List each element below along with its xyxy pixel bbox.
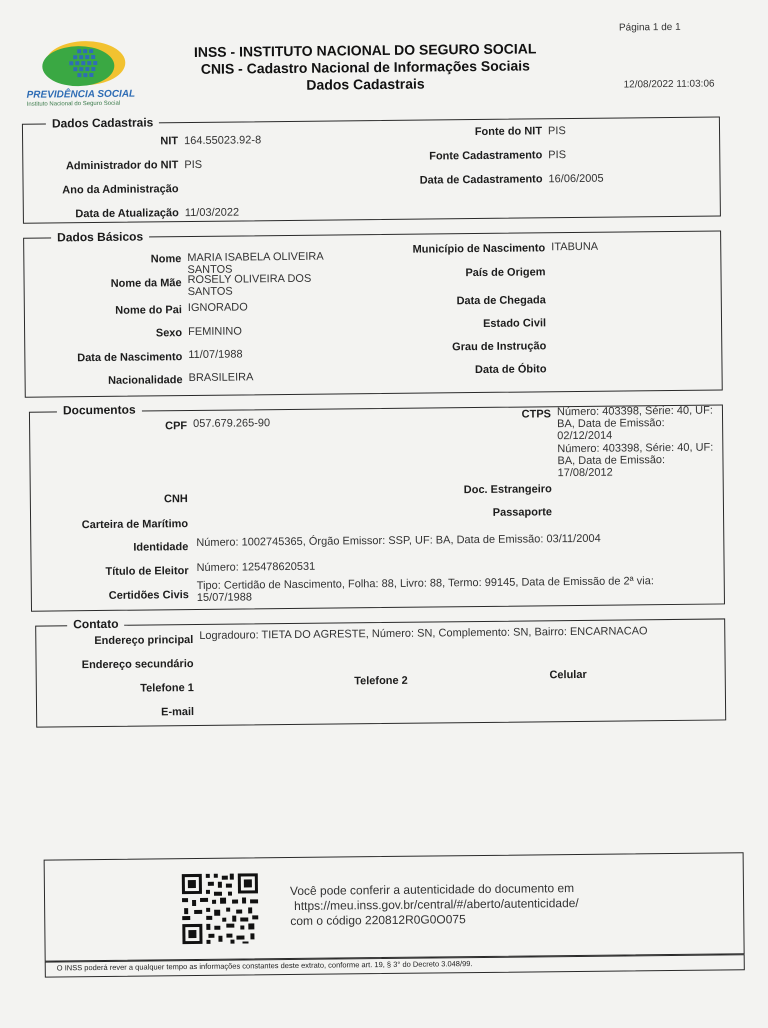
value-identidade: Número: 1002745365, Órgão Emissor: SSP, UF: BA, Data de Emissão: 03/11/2004 <box>196 532 601 549</box>
label-nacionalidade: Nacionalidade <box>107 374 183 387</box>
header-title-inss: INSS - INSTITUTO NACIONAL DO SEGURO SOCIAL <box>193 40 537 60</box>
value-data-cadastramento: 16/06/2005 <box>548 172 604 186</box>
label-endereco-secundario: Endereço secundário <box>81 658 194 672</box>
label-nome-pai: Nome do Pai <box>115 304 182 317</box>
auth-text-line1: Você pode conferir a autenticidade do documento em <box>289 881 575 899</box>
label-titulo-eleitor: Título de Eleitor <box>105 565 189 578</box>
section-title-dados-cadastrais: Dados Cadastrais <box>46 115 160 130</box>
label-data-obito: Data de Óbito <box>474 363 547 377</box>
label-nome: Nome <box>150 253 182 266</box>
label-grau-instrucao: Grau de Instrução <box>452 340 547 354</box>
label-cnh: CNH <box>163 493 188 506</box>
section-title-contato: Contato <box>67 617 124 632</box>
value-nome-mae: ROSELY OLIVEIRA DOS SANTOS <box>187 272 312 299</box>
value-sexo: FEMININO <box>188 325 242 339</box>
label-nome-mae: Nome da Mãe <box>110 277 182 290</box>
logo-subtext: Instituto Nacional do Seguro Social <box>26 100 121 108</box>
label-data-nascimento: Data de Nascimento <box>77 351 183 365</box>
label-nit: NIT <box>160 135 179 148</box>
qr-code-icon <box>180 871 261 946</box>
value-ctps-1: Número: 403398, Série: 40, UF: BA, Data de Emissão: 02/12/2014 <box>556 404 713 443</box>
value-cpf: 057.679.265-90 <box>193 417 271 430</box>
label-identidade: Identidade <box>133 541 189 554</box>
value-ctps-2: Número: 403398, Série: 40, UF: BA, Data de Emissão: 17/08/2012 <box>557 441 714 480</box>
value-certidoes-civis: Tipo: Certidão de Nascimento, Folha: 88, Livro: 88, Termo: 99145, Data de Emissão de 2ª via: 15/07/1988 <box>196 575 654 604</box>
value-nome: MARIA ISABELA OLIVEIRA SANTOS <box>187 250 324 277</box>
label-sexo: Sexo <box>155 327 183 340</box>
auth-code: com o código 220812R0G0O075 <box>290 912 466 929</box>
label-pais-origem: País de Origem <box>465 266 546 280</box>
label-passaporte: Passaporte <box>492 506 553 519</box>
value-data-atualizacao: 11/03/2022 <box>184 206 240 220</box>
label-certidoes-civis: Certidões Civis <box>108 589 189 602</box>
label-cpf: CPF <box>165 420 188 433</box>
value-fonte-cadastramento: PIS <box>548 149 567 162</box>
value-admin-nit: PIS <box>184 158 203 172</box>
label-celular: Celular <box>549 668 587 682</box>
header-title-cnis: CNIS - Cadastro Nacional de Informações Sociais <box>200 57 530 77</box>
value-titulo-eleitor: Número: 125478620531 <box>196 560 316 574</box>
label-telefone-2: Telefone 2 <box>354 674 408 688</box>
value-nit: 164.55023.92-8 <box>184 134 262 148</box>
label-telefone-1: Telefone 1 <box>140 682 194 695</box>
section-title-documentos: Documentos <box>57 403 142 418</box>
value-nome-pai: IGNORADO <box>187 301 248 315</box>
label-ctps: CTPS <box>521 408 552 421</box>
label-data-chegada: Data de Chegada <box>456 294 546 308</box>
value-data-nascimento: 11/07/1988 <box>188 348 243 362</box>
label-email: E-mail <box>161 706 195 719</box>
page-info: Página 1 de 1 <box>618 21 681 34</box>
value-municipio-nascimento: ITABUNA <box>551 240 599 254</box>
label-admin-nit: Administrador do NIT <box>65 159 179 173</box>
label-fonte-nit: Fonte do NIT <box>474 125 543 139</box>
auth-url[interactable]: https://meu.inss.gov.br/central/#/aberto/autenticidade/ <box>294 895 579 913</box>
header-datetime: 12/08/2022 11:03:06 <box>623 78 715 91</box>
value-nacionalidade: BRASILEIRA <box>188 371 254 385</box>
label-data-atualizacao: Data de Atualização <box>75 207 179 221</box>
section-title-dados-basicos: Dados Básicos <box>51 229 149 244</box>
label-endereco-principal: Endereço principal <box>94 634 194 648</box>
label-estado-civil: Estado Civil <box>483 317 547 330</box>
label-doc-estrangeiro: Doc. Estrangeiro <box>463 483 552 497</box>
legal-notice: O INSS poderá rever a qualquer tempo as informações constantes deste extrato, conforme art. 19, § 3° do Decreto 3.048/99. <box>56 959 473 973</box>
label-ano-administracao: Ano da Administração <box>62 183 179 197</box>
logo-text: PREVIDÊNCIA SOCIAL <box>26 88 136 101</box>
value-fonte-nit: PIS <box>547 125 566 138</box>
label-fonte-cadastramento: Fonte Cadastramento <box>429 149 543 163</box>
header-title-dados: Dados Cadastrais <box>306 75 425 93</box>
label-data-cadastramento: Data de Cadastramento <box>419 173 543 187</box>
label-carteira-maritimo: Carteira de Marítimo <box>81 518 189 532</box>
label-municipio-nascimento: Município de Nascimento <box>412 242 546 256</box>
value-endereco-principal: Logradouro: TIETA DO AGRESTE, Número: SN, Complemento: SN, Bairro: ENCARNACAO <box>199 625 648 642</box>
